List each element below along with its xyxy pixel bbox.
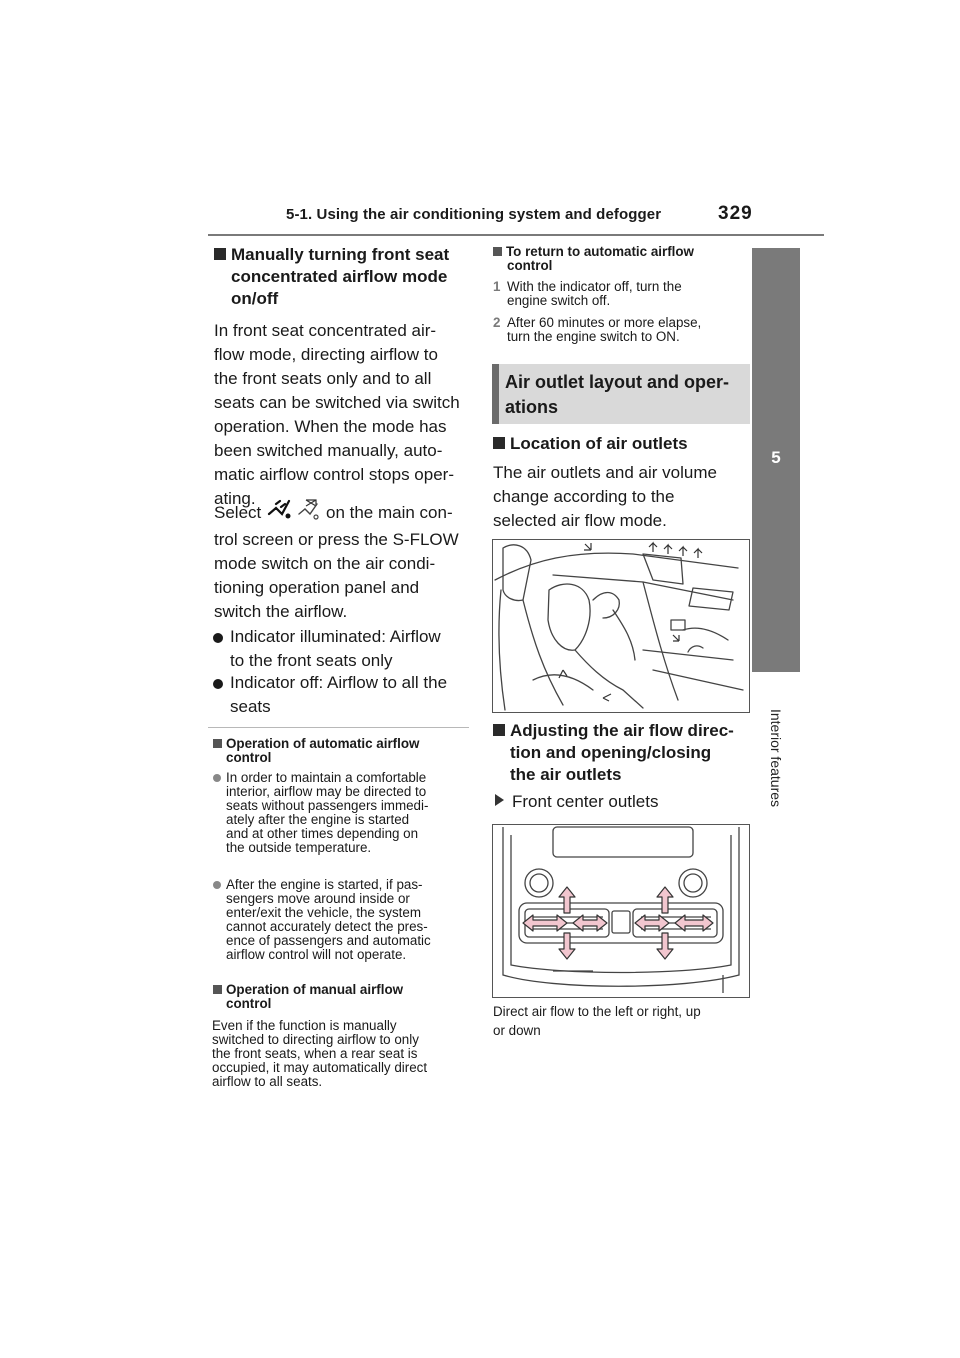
- location-line: selected air flow mode.: [493, 511, 667, 530]
- running-header-title: 5-1. Using the air conditioning system and defogger: [286, 206, 662, 223]
- chapter-label-text: Interior features: [768, 708, 784, 808]
- note-line: the front seats, when a rear seat is: [212, 1046, 418, 1061]
- heading-line: Manually turning front seat: [231, 245, 450, 264]
- para-line: matic airflow control stops oper-: [214, 465, 454, 484]
- bullet-dot-icon: [213, 881, 221, 889]
- note-line: ately after the engine is started: [226, 812, 410, 827]
- manual-mode-heading: [214, 244, 449, 266]
- heading-line: on/off: [231, 289, 279, 308]
- step-line: After 60 minutes or more elapse,: [507, 315, 702, 330]
- para-line: operation. When the mode has: [214, 417, 447, 436]
- para-line: In front seat concentrated air-: [214, 321, 437, 340]
- caption-line: or down: [493, 1023, 541, 1038]
- square-bullet-icon: [493, 437, 505, 449]
- square-bullet-icon: [493, 724, 505, 736]
- page-number: 329: [718, 203, 753, 224]
- notes-separator: [208, 727, 469, 728]
- section-title-line: ations: [505, 397, 559, 417]
- note-line: seats without passengers immedi-: [226, 798, 429, 813]
- bullet-dot-icon: [213, 633, 223, 643]
- select-prefix: Select: [214, 503, 262, 522]
- bullet-dot-icon: [213, 774, 221, 782]
- bullet-dot-icon: [213, 679, 223, 689]
- note-line: After the engine is started, if pas-: [226, 877, 423, 892]
- para-line: ating.: [214, 489, 256, 508]
- header-rule: [208, 234, 824, 236]
- note-heading: [213, 983, 403, 997]
- s-flow-airflow-icon: [266, 494, 324, 524]
- caption-line: Direct air flow to the left or right, up: [493, 1004, 701, 1019]
- return-heading-line: control: [507, 258, 553, 273]
- adjust-heading-line: Adjusting the air flow direc-: [510, 721, 734, 740]
- step-number: 1: [493, 279, 501, 294]
- note-line: switched to directing airflow to only: [212, 1032, 419, 1047]
- heading-line: concentrated airflow mode: [231, 267, 448, 286]
- note-line: airflow control will not operate.: [226, 947, 407, 962]
- step-number: 2: [493, 315, 501, 330]
- bullet-line: Indicator off: Airflow to all the: [230, 673, 448, 692]
- square-bullet-icon: [493, 247, 502, 256]
- note-line: airflow to all seats.: [212, 1074, 323, 1089]
- note-line: and at other times depending on: [226, 826, 419, 841]
- return-heading-line: To return to automatic airflow: [506, 244, 694, 259]
- section-title-bar: [492, 364, 499, 424]
- step-line: engine switch off.: [507, 293, 611, 308]
- para-line: seats can be switched via switch: [214, 393, 460, 412]
- square-bullet-icon: [214, 248, 226, 260]
- location-line: change according to the: [493, 487, 675, 506]
- note-line: cannot accurately detect the pres-: [226, 919, 428, 934]
- bullet-line: seats: [230, 697, 271, 716]
- note-line: interior, airflow may be directed to: [226, 784, 427, 799]
- bullet-line: to the front seats only: [230, 651, 393, 670]
- para-line: the front seats only and to all: [214, 369, 432, 388]
- select-suffix: on the main con-: [326, 503, 453, 522]
- front-center-text: Front center outlets: [512, 792, 659, 811]
- para-line: flow mode, directing airflow to: [214, 345, 438, 364]
- arrow-right-icon: [495, 794, 504, 806]
- note-heading-line: control: [226, 996, 272, 1011]
- front-center-illustration: [493, 825, 749, 997]
- note-line: occupied, it may automatically direct: [212, 1060, 428, 1075]
- location-heading: [493, 433, 688, 455]
- adjust-heading-line: the air outlets: [510, 765, 622, 784]
- para-line: tioning operation panel and: [214, 578, 420, 597]
- para-line: trol screen or press the S-FLOW: [214, 530, 459, 549]
- front-center-outlets-figure: [492, 824, 750, 998]
- note-line: In order to maintain a comfortable: [226, 770, 427, 785]
- para-line: been switched manually, auto-: [214, 441, 443, 460]
- para-line: switch the airflow.: [214, 602, 348, 621]
- note-line: the outside temperature.: [226, 840, 372, 855]
- note-heading: [213, 737, 419, 751]
- adjust-heading-line: tion and opening/closing: [510, 743, 712, 762]
- note-line: enter/exit the vehicle, the system: [226, 905, 422, 920]
- section-title-line: Air outlet layout and oper-: [505, 372, 730, 392]
- square-bullet-icon: [213, 985, 222, 994]
- note-line: Even if the function is manually: [212, 1018, 397, 1033]
- note-heading-line: Operation of manual airflow: [226, 982, 404, 997]
- note-line: sengers move around inside or: [226, 891, 410, 906]
- note-heading-line: Operation of automatic airflow: [226, 736, 420, 751]
- para-line: mode switch on the air condi-: [214, 554, 436, 573]
- square-bullet-icon: [213, 739, 222, 748]
- location-heading-text: Location of air outlets: [510, 434, 688, 453]
- front-center-label: [495, 790, 658, 814]
- step-line: With the indicator off, turn the: [507, 279, 682, 294]
- section-title: [505, 370, 747, 420]
- bullet-line: Indicator illuminated: Airflow: [230, 627, 441, 646]
- return-heading: [493, 245, 694, 259]
- note-heading-line: control: [226, 750, 272, 765]
- note-line: ence of passengers and automatic: [226, 933, 431, 948]
- adjust-heading: [493, 720, 734, 742]
- chapter-number: 5: [771, 448, 781, 467]
- location-line: The air outlets and air volume: [493, 463, 717, 482]
- cabin-illustration: [493, 540, 749, 712]
- cabin-air-outlets-figure: [492, 539, 750, 713]
- step-line: turn the engine switch to ON.: [507, 329, 680, 344]
